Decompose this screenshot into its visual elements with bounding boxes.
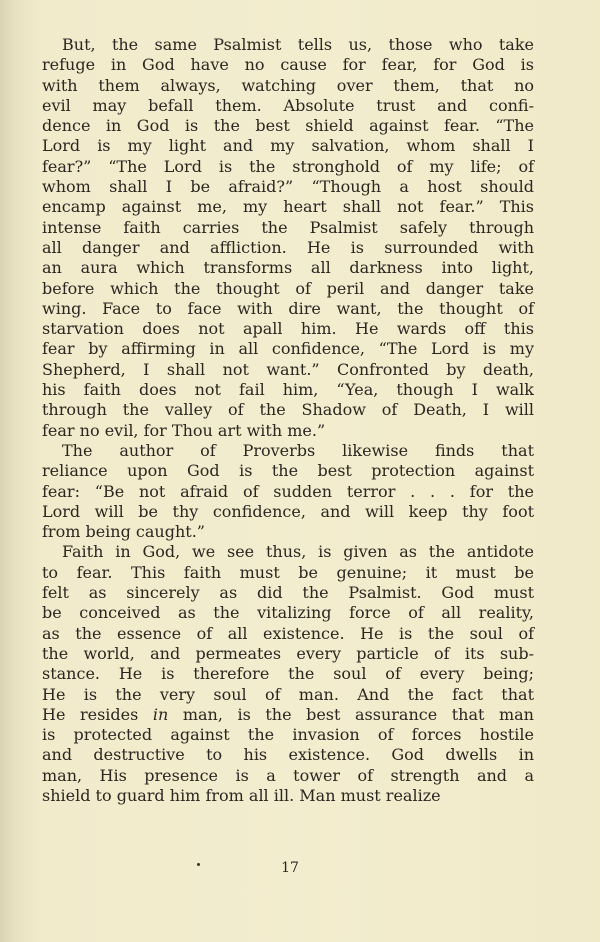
- text-line: whom shall I be afraid?” “Though a host should: [42, 177, 534, 197]
- text-line: intense faith carries the Psalmist safely through: [42, 217, 534, 237]
- text-line: shield to guard him from all ill. Man must realize: [42, 785, 441, 805]
- text-line: Shepherd, I shall not want.” Confronted by death,: [42, 359, 534, 379]
- text-line: But, the same Psalmist tells us, those who take: [62, 35, 534, 54]
- text-line: refuge in God have no cause for fear, for God is: [42, 55, 534, 75]
- page-number-text: 17: [281, 860, 299, 876]
- text-line: reliance upon God is the best protection against: [42, 461, 534, 481]
- text-line: an aura which transforms all darkness into light,: [42, 258, 534, 278]
- text-line: fear by affirming in all confidence, “The Lord is my: [42, 339, 534, 359]
- text-line: Lord is my light and my salvation, whom shall I: [42, 136, 534, 156]
- text-line: as the essence of all existence. He is the soul of: [42, 623, 534, 643]
- text-line: the world, and permeates every particle of its sub-: [42, 643, 534, 663]
- text-line: Faith in God, we see thus, is given as the antidote: [62, 542, 534, 562]
- paragraph: [42, 542, 534, 806]
- text-line: be conceived as the vitalizing force of all reality,: [42, 603, 534, 623]
- page-body: [42, 35, 534, 806]
- text-line: is protected against the invasion of forces hostile: [42, 725, 534, 745]
- text-line: from being caught.”: [42, 522, 205, 542]
- text-line: felt as sincerely as did the Psalmist. God must: [42, 583, 534, 603]
- text-line: through the valley of the Shadow of Death, I will: [42, 400, 534, 420]
- text-line: fear no evil, for Thou art with me.”: [42, 420, 326, 440]
- paragraph: [42, 441, 534, 542]
- text-line: stance. He is therefore the soul of every being;: [42, 664, 534, 684]
- text-line: wing. Face to face with dire want, the thought of: [42, 298, 534, 318]
- text-line: He resides in man, is the best assurance that man: [42, 704, 534, 724]
- text-line: before which the thought of peril and danger take: [42, 278, 534, 298]
- text-line: starvation does not apall him. He wards off this: [42, 319, 534, 339]
- emphasis: in: [152, 704, 169, 724]
- paragraph: [42, 35, 534, 441]
- page-number: [0, 860, 600, 876]
- text-line: with them always, watching over them, that no: [42, 75, 534, 95]
- text-line: his faith does not fail him, “Yea, though I walk: [42, 380, 534, 400]
- text-line: all danger and affliction. He is surrounded with: [42, 237, 534, 257]
- text-line: The author of Proverbs likewise finds that: [62, 440, 534, 460]
- text-line: evil may befall them. Absolute trust and confi-: [42, 95, 534, 115]
- text-line: dence in God is the best shield against fear. “The: [42, 116, 534, 136]
- text-line: Lord will be thy confidence, and will keep thy foot: [42, 501, 534, 521]
- text-line: encamp against me, my heart shall not fear.” This: [42, 197, 534, 217]
- text-line: fear: “Be not afraid of sudden terror . . . for the: [42, 481, 534, 501]
- text-line: man, His presence is a tower of strength and a: [42, 765, 534, 785]
- text-line: and destructive to his existence. God dwells in: [42, 745, 534, 765]
- text-line: fear?” “The Lord is the stronghold of my life; of: [42, 156, 534, 176]
- text-line: He is the very soul of man. And the fact that: [42, 684, 534, 704]
- text-line: to fear. This faith must be genuine; it must be: [42, 562, 534, 582]
